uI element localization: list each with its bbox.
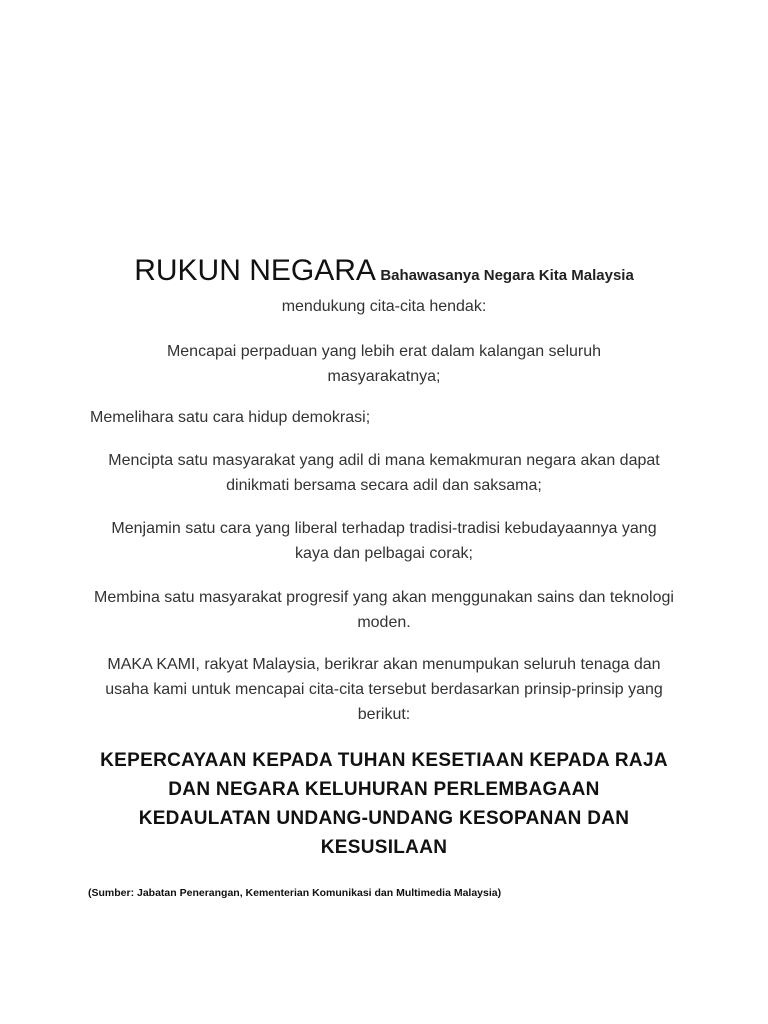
title-continuation: Bahawasanya Negara Kita Malaysia (380, 267, 634, 284)
aim-1: Mencapai perpaduan yang lebih erat dalam kalangan seluruh masyarakatnya; (166, 343, 602, 385)
aim-4: Menjamin satu cara yang liberal terhadap tradisi-tradisi kebudayaannya yang kaya dan pelbagai corak; (111, 520, 657, 562)
pledge-text: MAKA KAMI, rakyat Malaysia, berikrar akan menumpukan seluruh tenaga dan usaha kami untuk mencapai cita-cita tersebut berdasarkan prinsip-prinsip yang berikut: (105, 656, 663, 723)
intro-text: mendukung cita-cita hendak: (281, 298, 487, 315)
aim-3: Mencipta satu masyarakat yang adil di mana kemakmuran negara akan dapat dinikmati bersama secara adil dan saksama; (108, 452, 660, 494)
title-line (0, 254, 768, 288)
aim-2: Memelihara satu cara hidup demokrasi; (90, 409, 371, 426)
aim-5: Membina satu masyarakat progresif yang akan menggunakan sains dan teknologi moden. (94, 589, 674, 631)
document-title: RUKUN NEGARA (134, 254, 376, 287)
source-note: (Sumber: Jabatan Penerangan, Kementerian Komunikasi dan Multimedia Malaysia) (88, 887, 502, 899)
principles-text: KEPERCAYAAN KEPADA TUHAN KESETIAAN KEPADA RAJA DAN NEGARA KELUHURAN PERLEMBAGAAN KEDAULATAN UNDANG-UNDANG KESOPANAN DAN KESUSILAAN (100, 750, 668, 858)
